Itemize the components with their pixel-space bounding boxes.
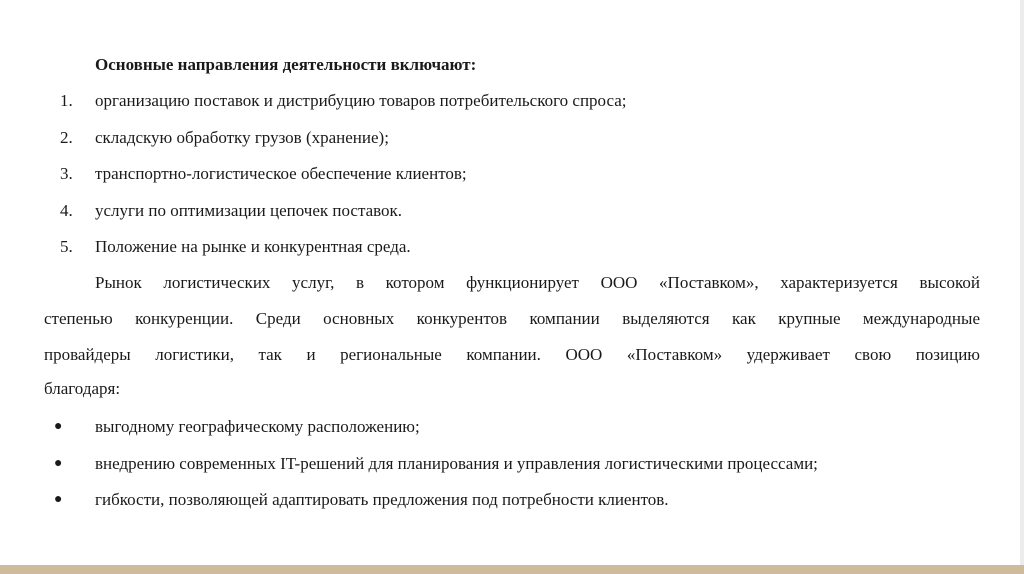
list-item-text: транспортно-логистическое обеспечение клиентов; bbox=[95, 164, 467, 183]
list-number: 5. bbox=[60, 237, 73, 256]
bullet-icon: ● bbox=[54, 419, 63, 434]
list-number: 3. bbox=[60, 164, 73, 183]
list-item-text: внедрению современных IT-решений для планирования и управления логистическими процессами; bbox=[95, 454, 818, 473]
paragraph-line: степенью конкуренции. Среди основных конкурентов компании выделяются как крупные международные bbox=[44, 309, 980, 328]
bottom-accent-bar bbox=[0, 565, 1024, 574]
list-number: 2. bbox=[60, 128, 73, 147]
list-item-text: Положение на рынке и конкурентная среда. bbox=[95, 237, 411, 256]
list-number: 4. bbox=[60, 201, 73, 220]
list-item-text: услуги по оптимизации цепочек поставок. bbox=[95, 201, 403, 220]
page-edge-divider bbox=[1020, 0, 1024, 574]
paragraph-line: Рынок логистических услуг, в котором функционирует ООО «Поставком», характеризуется высокой bbox=[95, 273, 980, 292]
list-number: 1. bbox=[60, 91, 73, 110]
paragraph-line: провайдеры логистики, так и региональные компании. ООО «Поставком» удерживает свою позицию bbox=[44, 345, 980, 364]
section-heading: Основные направления деятельности включают: bbox=[95, 55, 477, 74]
paragraph-line: благодаря: bbox=[44, 379, 121, 398]
list-item-text: складскую обработку грузов (хранение); bbox=[95, 128, 389, 147]
bullet-icon: ● bbox=[54, 456, 63, 471]
list-item-text: организацию поставок и дистрибуцию товаров потребительского спроса; bbox=[95, 91, 627, 110]
bullet-icon: ● bbox=[54, 492, 63, 507]
list-item-text: гибкости, позволяющей адаптировать предложения под потребности клиентов. bbox=[95, 490, 669, 509]
list-item-text: выгодному географическому расположению; bbox=[95, 417, 420, 436]
